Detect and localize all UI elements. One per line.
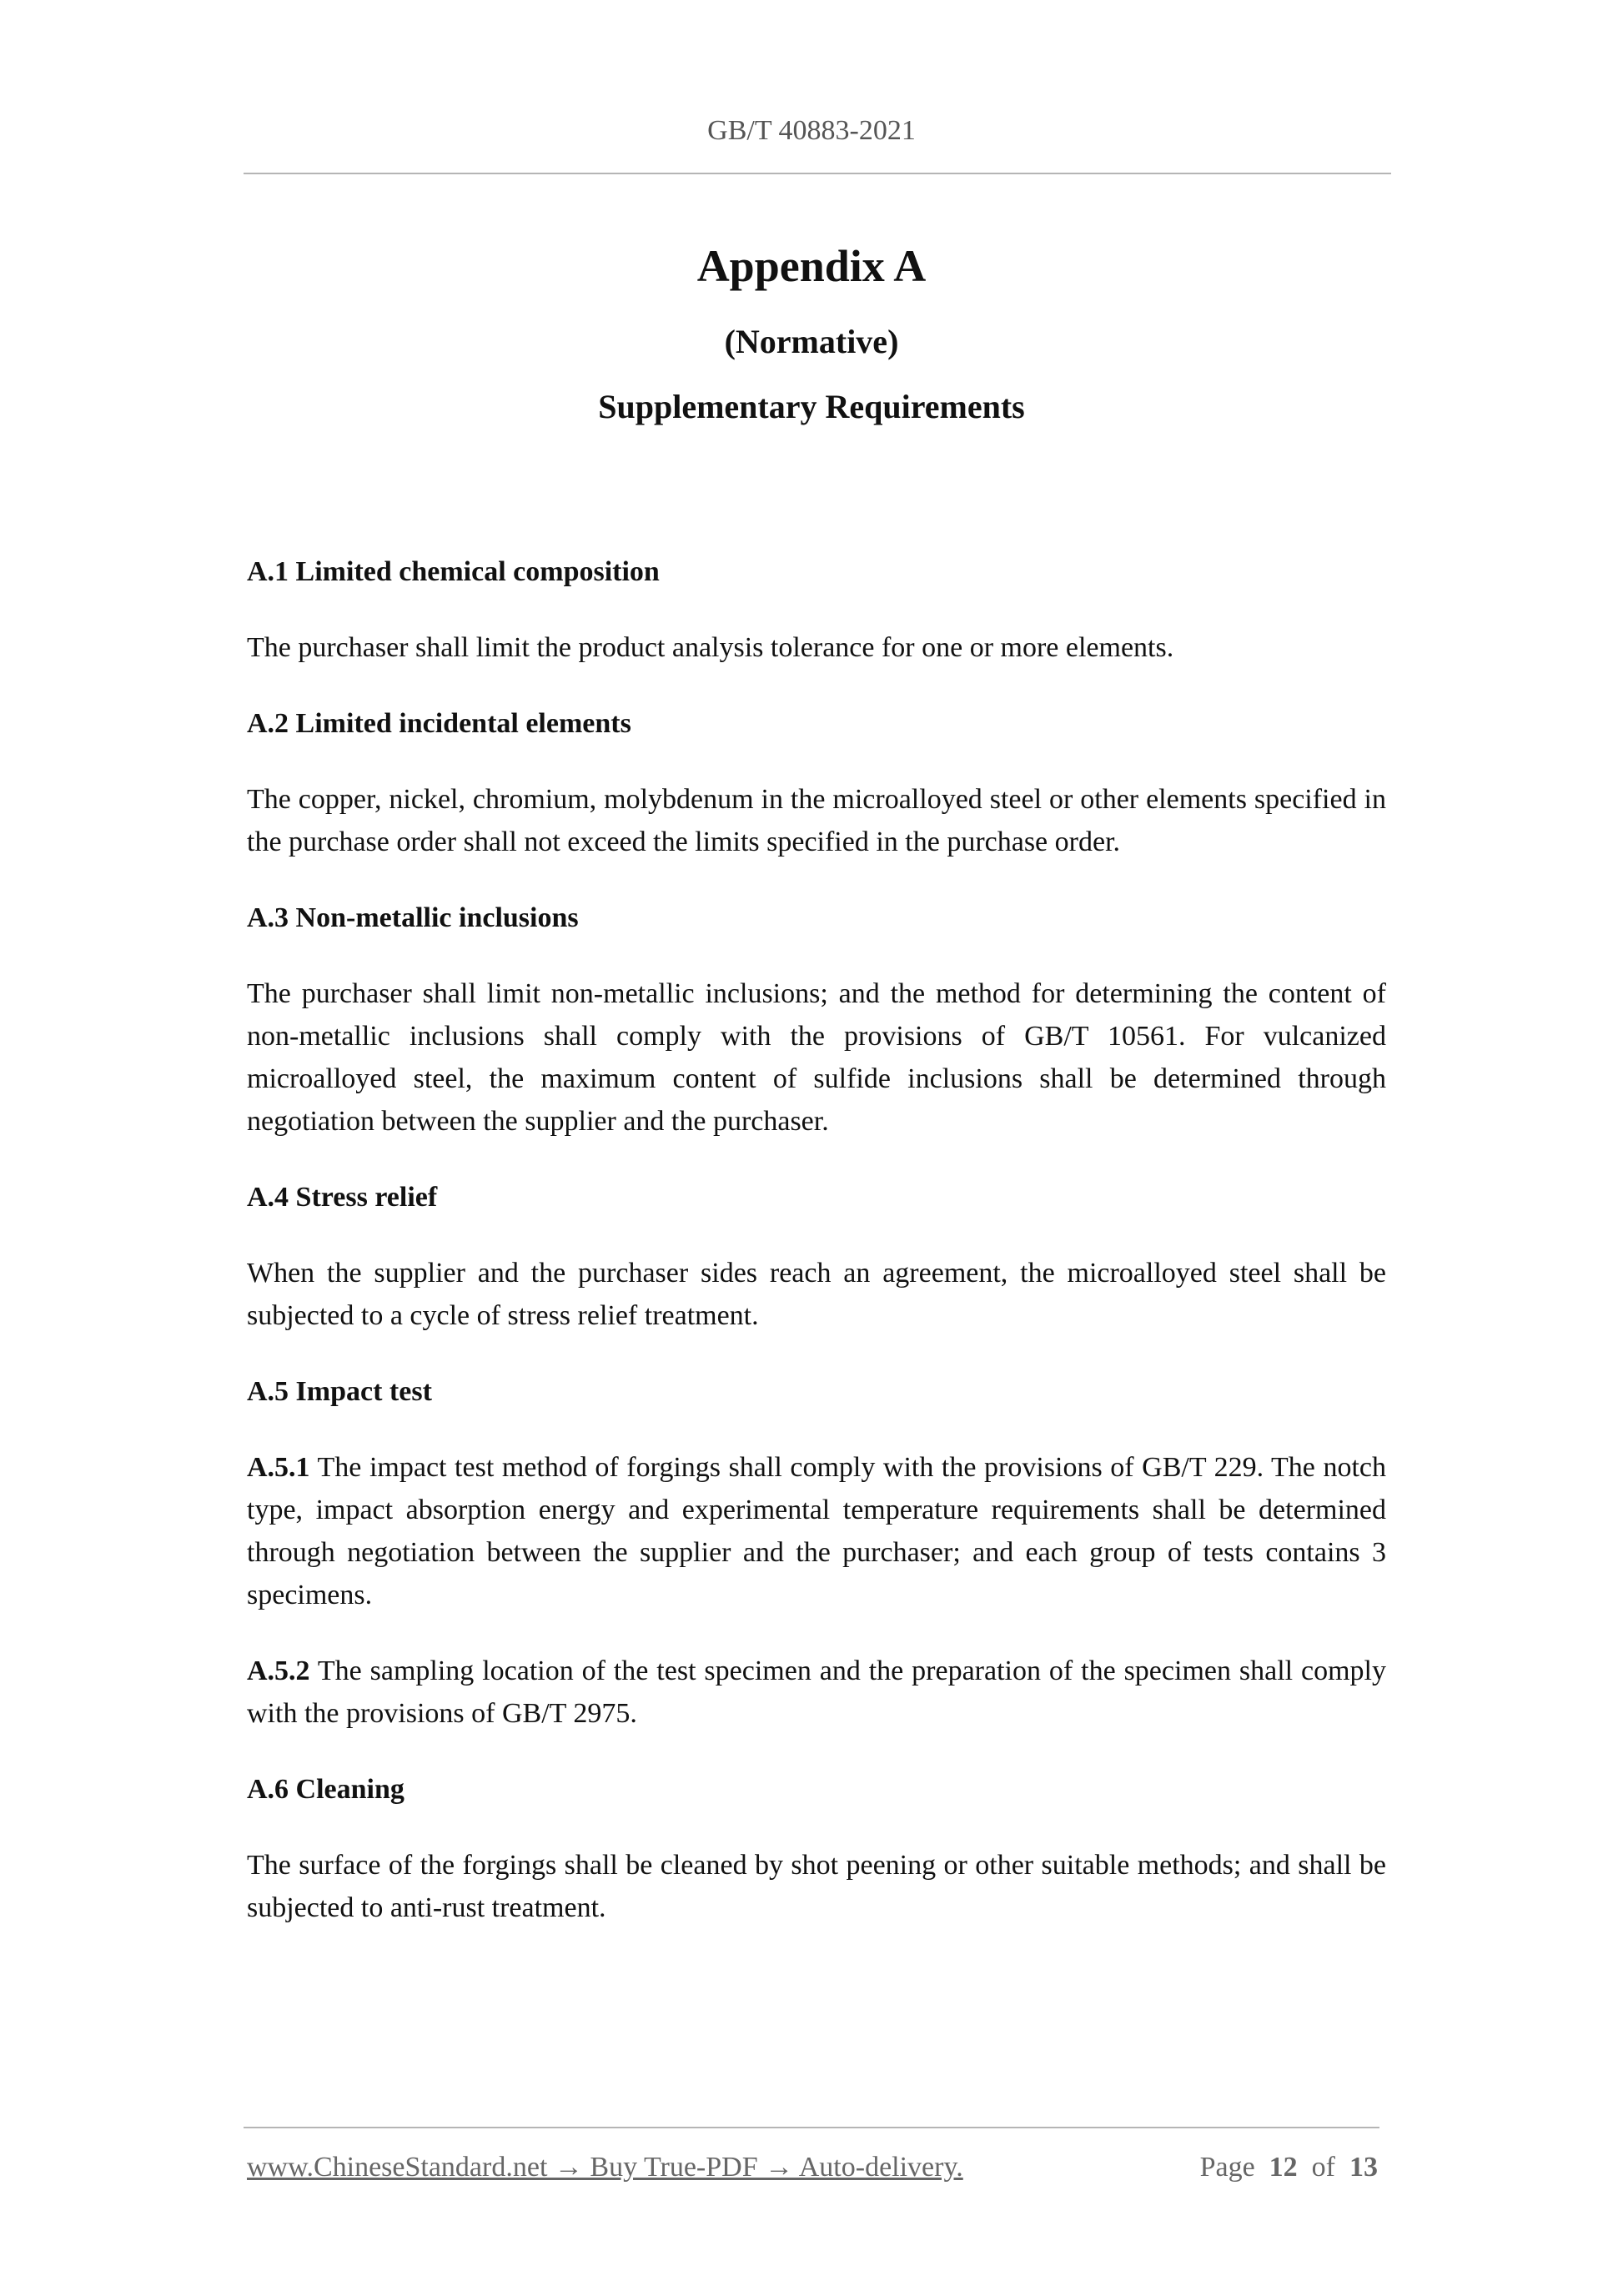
clause-a5-1-label: A.5.1 xyxy=(247,1452,310,1483)
document-code-header: GB/T 40883-2021 xyxy=(707,115,916,146)
appendix-title: Appendix A xyxy=(696,241,927,291)
section-text-a3: The purchaser shall limit non-metallic inclusions; and the method for determining the content of non-metallic inclusions shall comply with the provisions of GB/T 10561. For vulcanized microalloyed steel, the maximum content of sulfide inclusions shall be determined through negotiation between the supplier and the purchaser. xyxy=(247,978,1386,1137)
section-heading-a1: A.1 Limited chemical composition xyxy=(247,556,660,587)
appendix-subject-title: Supplementary Requirements xyxy=(598,388,1025,425)
header-divider xyxy=(244,173,1391,174)
clause-a5-1-text: The impact test method of forgings shall comply with the provisions of GB/T 229. The notch type, impact absorption energy and experimental temperature requirements shall be determined through negotiation between the supplier and the purchaser; and each group of tests contains 3 specimens. xyxy=(247,1452,1387,1610)
section-text-a4: When the supplier and the purchaser sides reach an agreement, the microalloyed steel shall be subjected to a cycle of stress relief treatment. xyxy=(247,1258,1386,1331)
section-text-a1: The purchaser shall limit the product analysis tolerance for one or more elements. xyxy=(247,632,1174,663)
clause-a5-2-label: A.5.2 xyxy=(247,1655,310,1686)
appendix-body xyxy=(247,550,1386,1962)
section-heading-a4: A.4 Stress relief xyxy=(247,1182,438,1213)
total-page-number: 13 xyxy=(1349,2152,1378,2183)
section-heading-a2: A.2 Limited incidental elements xyxy=(247,708,631,739)
section-heading-a3: A.3 Non-metallic inclusions xyxy=(247,902,579,933)
section-text-a2: The copper, nickel, chromium, molybdenum in the microalloyed steel or other elements specified in the purchase order shall not exceed the limits specified in the purchase order. xyxy=(247,784,1386,857)
section-text-a6: The surface of the forgings shall be cleaned by shot peening or other suitable methods; and shall be subjected to anti-rust treatment. xyxy=(247,1850,1386,1923)
appendix-normative-label: (Normative) xyxy=(724,323,899,360)
page-indicator xyxy=(1200,2152,1378,2183)
clause-a5-2 xyxy=(247,1650,1386,1735)
footer-divider xyxy=(244,2127,1379,2128)
page-word: Page xyxy=(1199,2152,1255,2183)
section-heading-a5: A.5 Impact test xyxy=(247,1376,432,1407)
clause-a5-1 xyxy=(247,1446,1386,1616)
section-heading-a6: A.6 Cleaning xyxy=(247,1774,404,1805)
current-page-number: 12 xyxy=(1269,2152,1298,2183)
clause-a5-2-text: The sampling location of the test specimen and the preparation of the specimen shall comply with the provisions of GB/T 2975. xyxy=(247,1655,1386,1729)
store-link[interactable]: www.ChineseStandard.net → Buy True-PDF → Auto-delivery. xyxy=(247,2152,963,2183)
of-word: of xyxy=(1311,2152,1335,2183)
